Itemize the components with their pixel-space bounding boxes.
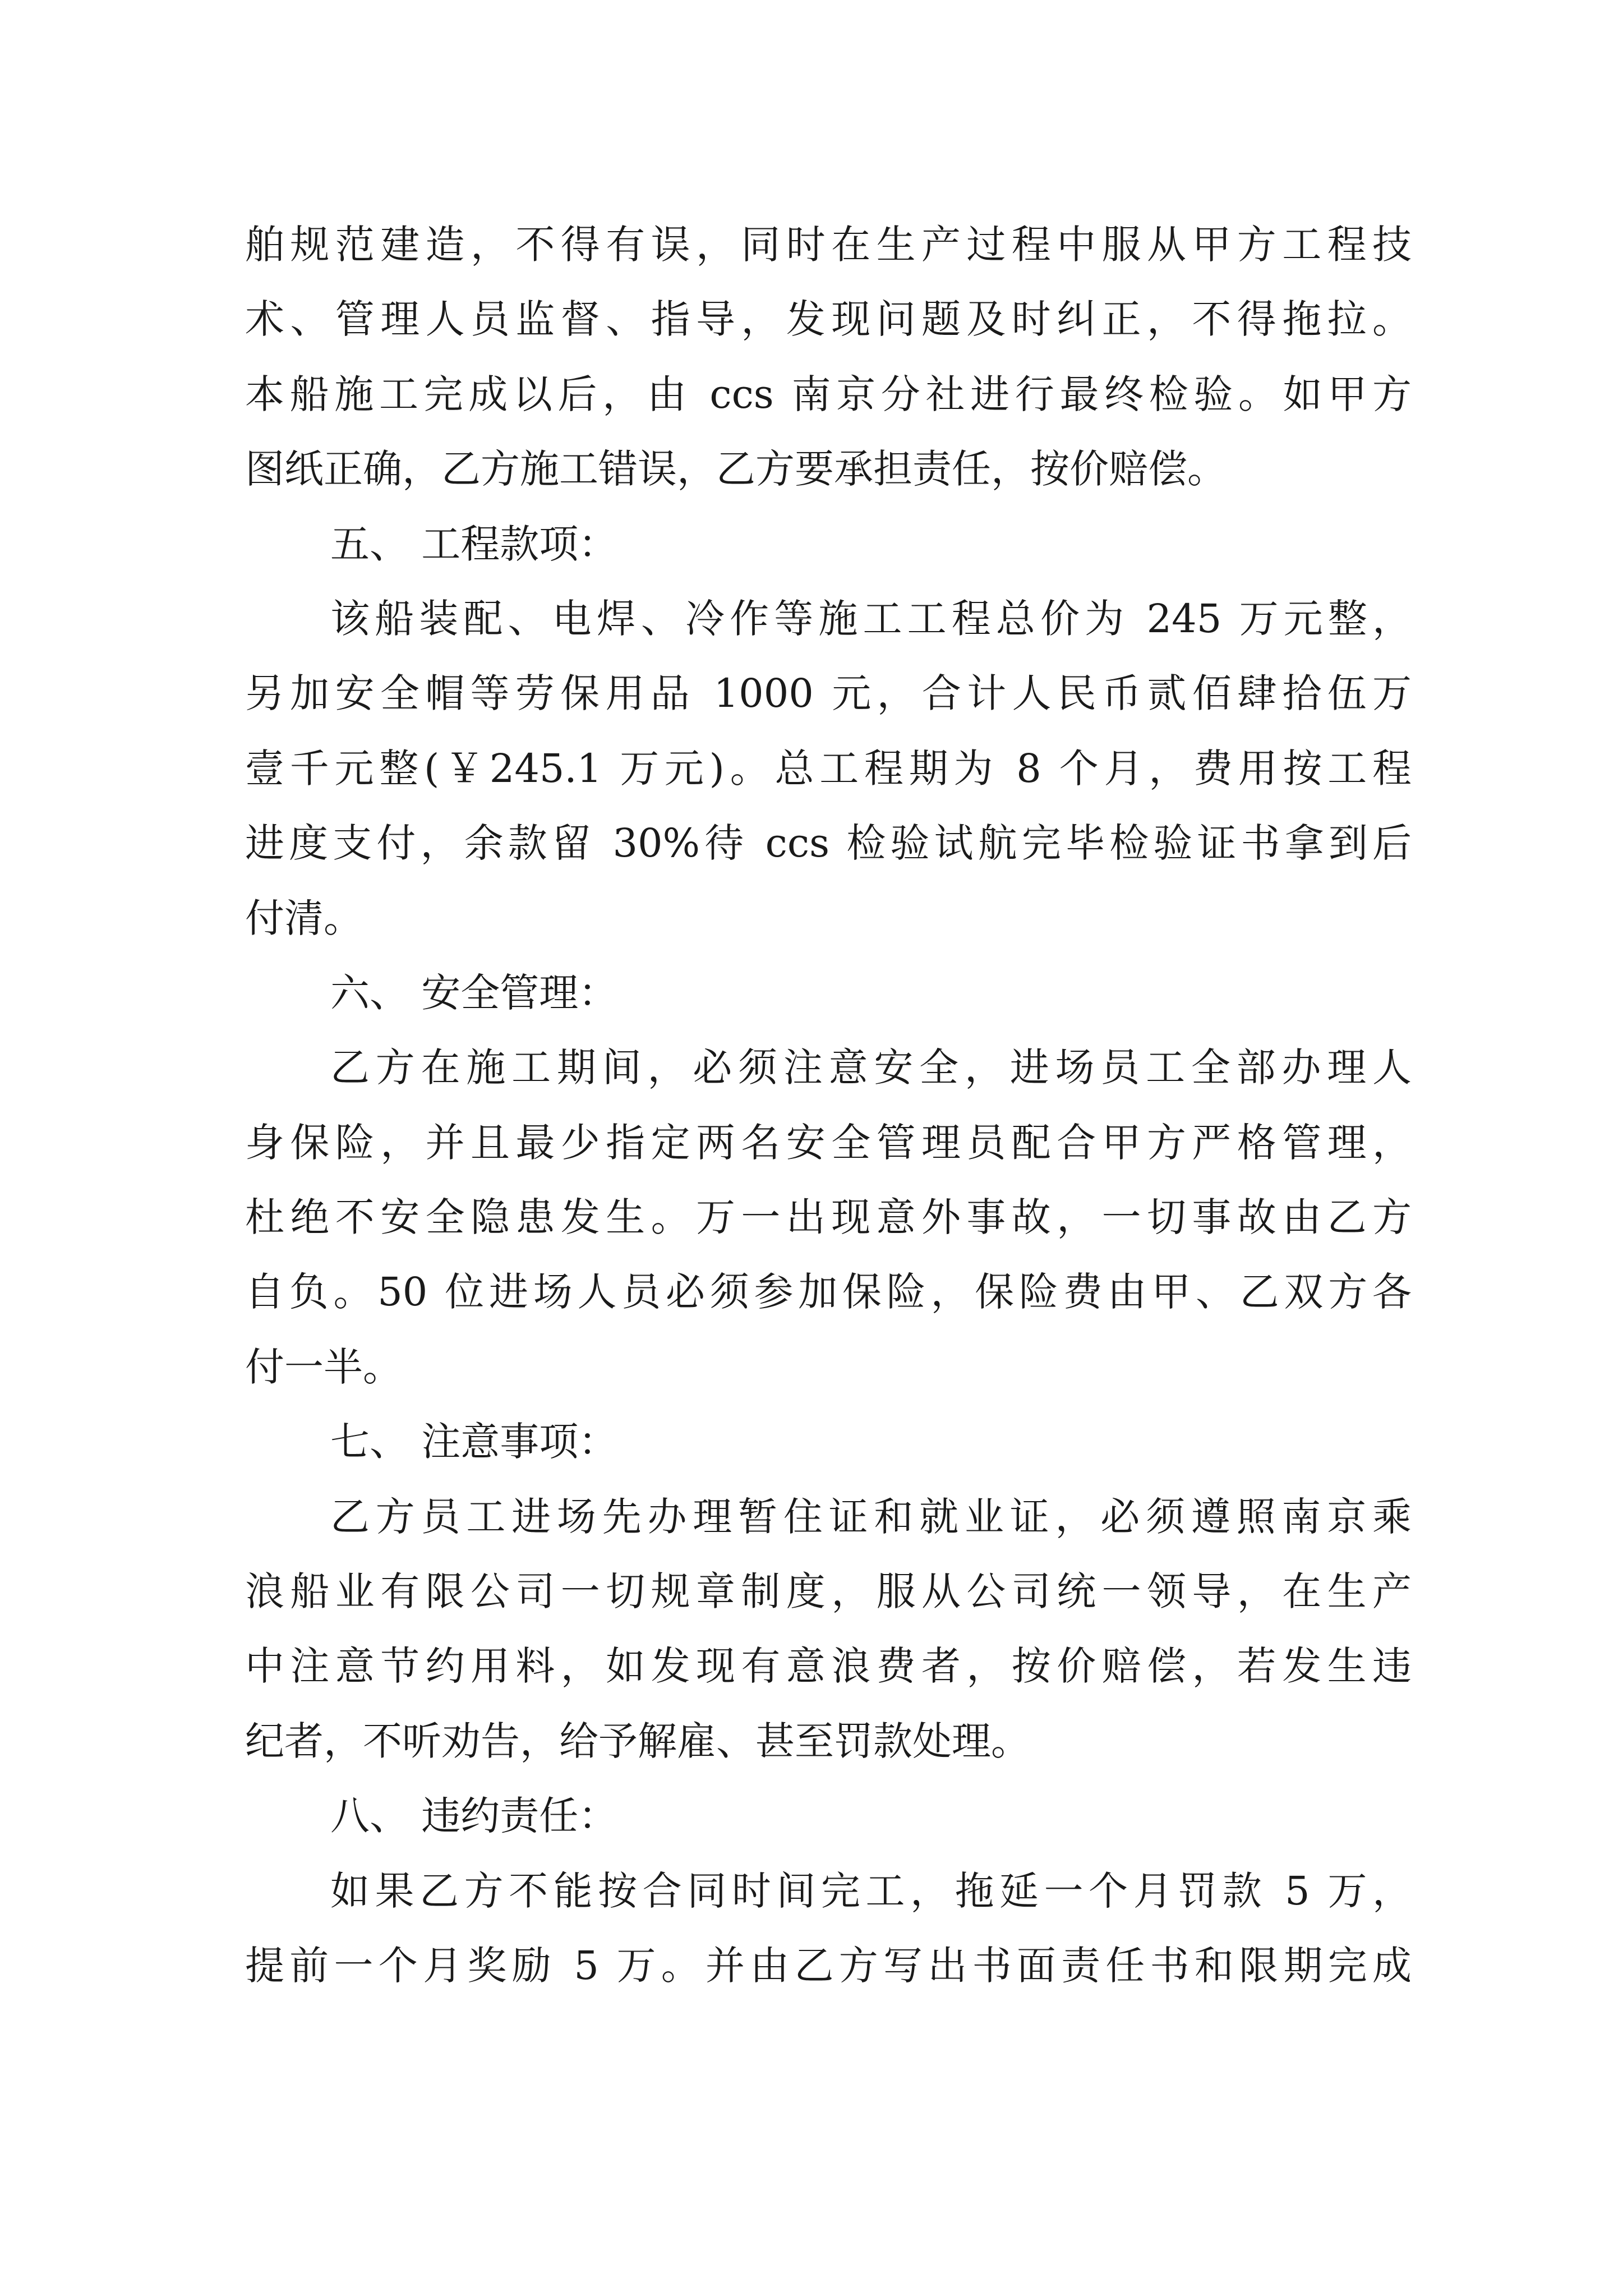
paragraph-line: 如果乙方不能按合同时间完工，拖延一个月罚款 5 万，: [330, 1867, 1412, 1914]
document-body: [245, 208, 1412, 2003]
paragraph-line: 舶规范建造，不得有误，同时在生产过程中服从甲方工程技: [245, 222, 1412, 268]
paragraph-line: 该船装配、电焊、冷作等施工工程总价为 245 万元整，: [330, 595, 1412, 642]
paragraph-line: 身保险，并且最少指定两名安全管理员配合甲方严格管理，: [245, 1119, 1412, 1166]
section-heading-safety: 六、 安全管理：: [330, 969, 618, 1016]
paragraph-line: 纪者，不听劝告，给予解雇、甚至罚款处理。: [245, 1718, 1030, 1764]
paragraph-line: 中注意节约用料，如发现有意浪费者，按价赔偿，若发生违: [245, 1643, 1412, 1690]
section-heading-liability: 八、 违约责任：: [330, 1793, 618, 1839]
paragraph-line: 乙方员工进场先办理暂住证和就业证，必须遵照南京乘: [330, 1493, 1412, 1540]
paragraph-line: 术、管理人员监督、指导，发现问题及时纠正，不得拖拉。: [245, 296, 1412, 343]
paragraph-line: 付清。: [245, 895, 363, 941]
paragraph-line: 浪船业有限公司一切规章制度，服从公司统一领导，在生产: [245, 1568, 1412, 1615]
paragraph-line: 乙方在施工期间，必须注意安全，进场员工全部办理人: [330, 1045, 1412, 1091]
paragraph-line: 另加安全帽等劳保用品 1000 元，合计人民币贰佰肆拾伍万: [245, 670, 1412, 717]
paragraph-line: 付一半。: [245, 1343, 402, 1390]
paragraph-line: 自负。50 位进场人员必须参加保险，保险费由甲、乙双方各: [245, 1269, 1412, 1315]
section-heading-payment: 五、 工程款项：: [330, 521, 618, 567]
paragraph-line: 进度支付，余款留 30%待 ccs 检验试航完毕检验证书拿到后: [245, 820, 1412, 867]
paragraph-line: 提前一个月奖励 5 万。并由乙方写出书面责任书和限期完成: [245, 1942, 1412, 1989]
paragraph-line: 图纸正确，乙方施工错误，乙方要承担责任，按价赔偿。: [245, 446, 1227, 493]
section-heading-notes: 七、 注意事项：: [330, 1419, 618, 1465]
paragraph-line: 壹千元整(￥245.1 万元)。总工程期为 8 个月，费用按工程: [245, 745, 1412, 792]
paragraph-line: 杜绝不安全隐患发生。万一出现意外事故，一切事故由乙方: [245, 1194, 1412, 1241]
paragraph-line: 本船施工完成以后，由 ccs 南京分社进行最终检验。如甲方: [245, 371, 1412, 417]
